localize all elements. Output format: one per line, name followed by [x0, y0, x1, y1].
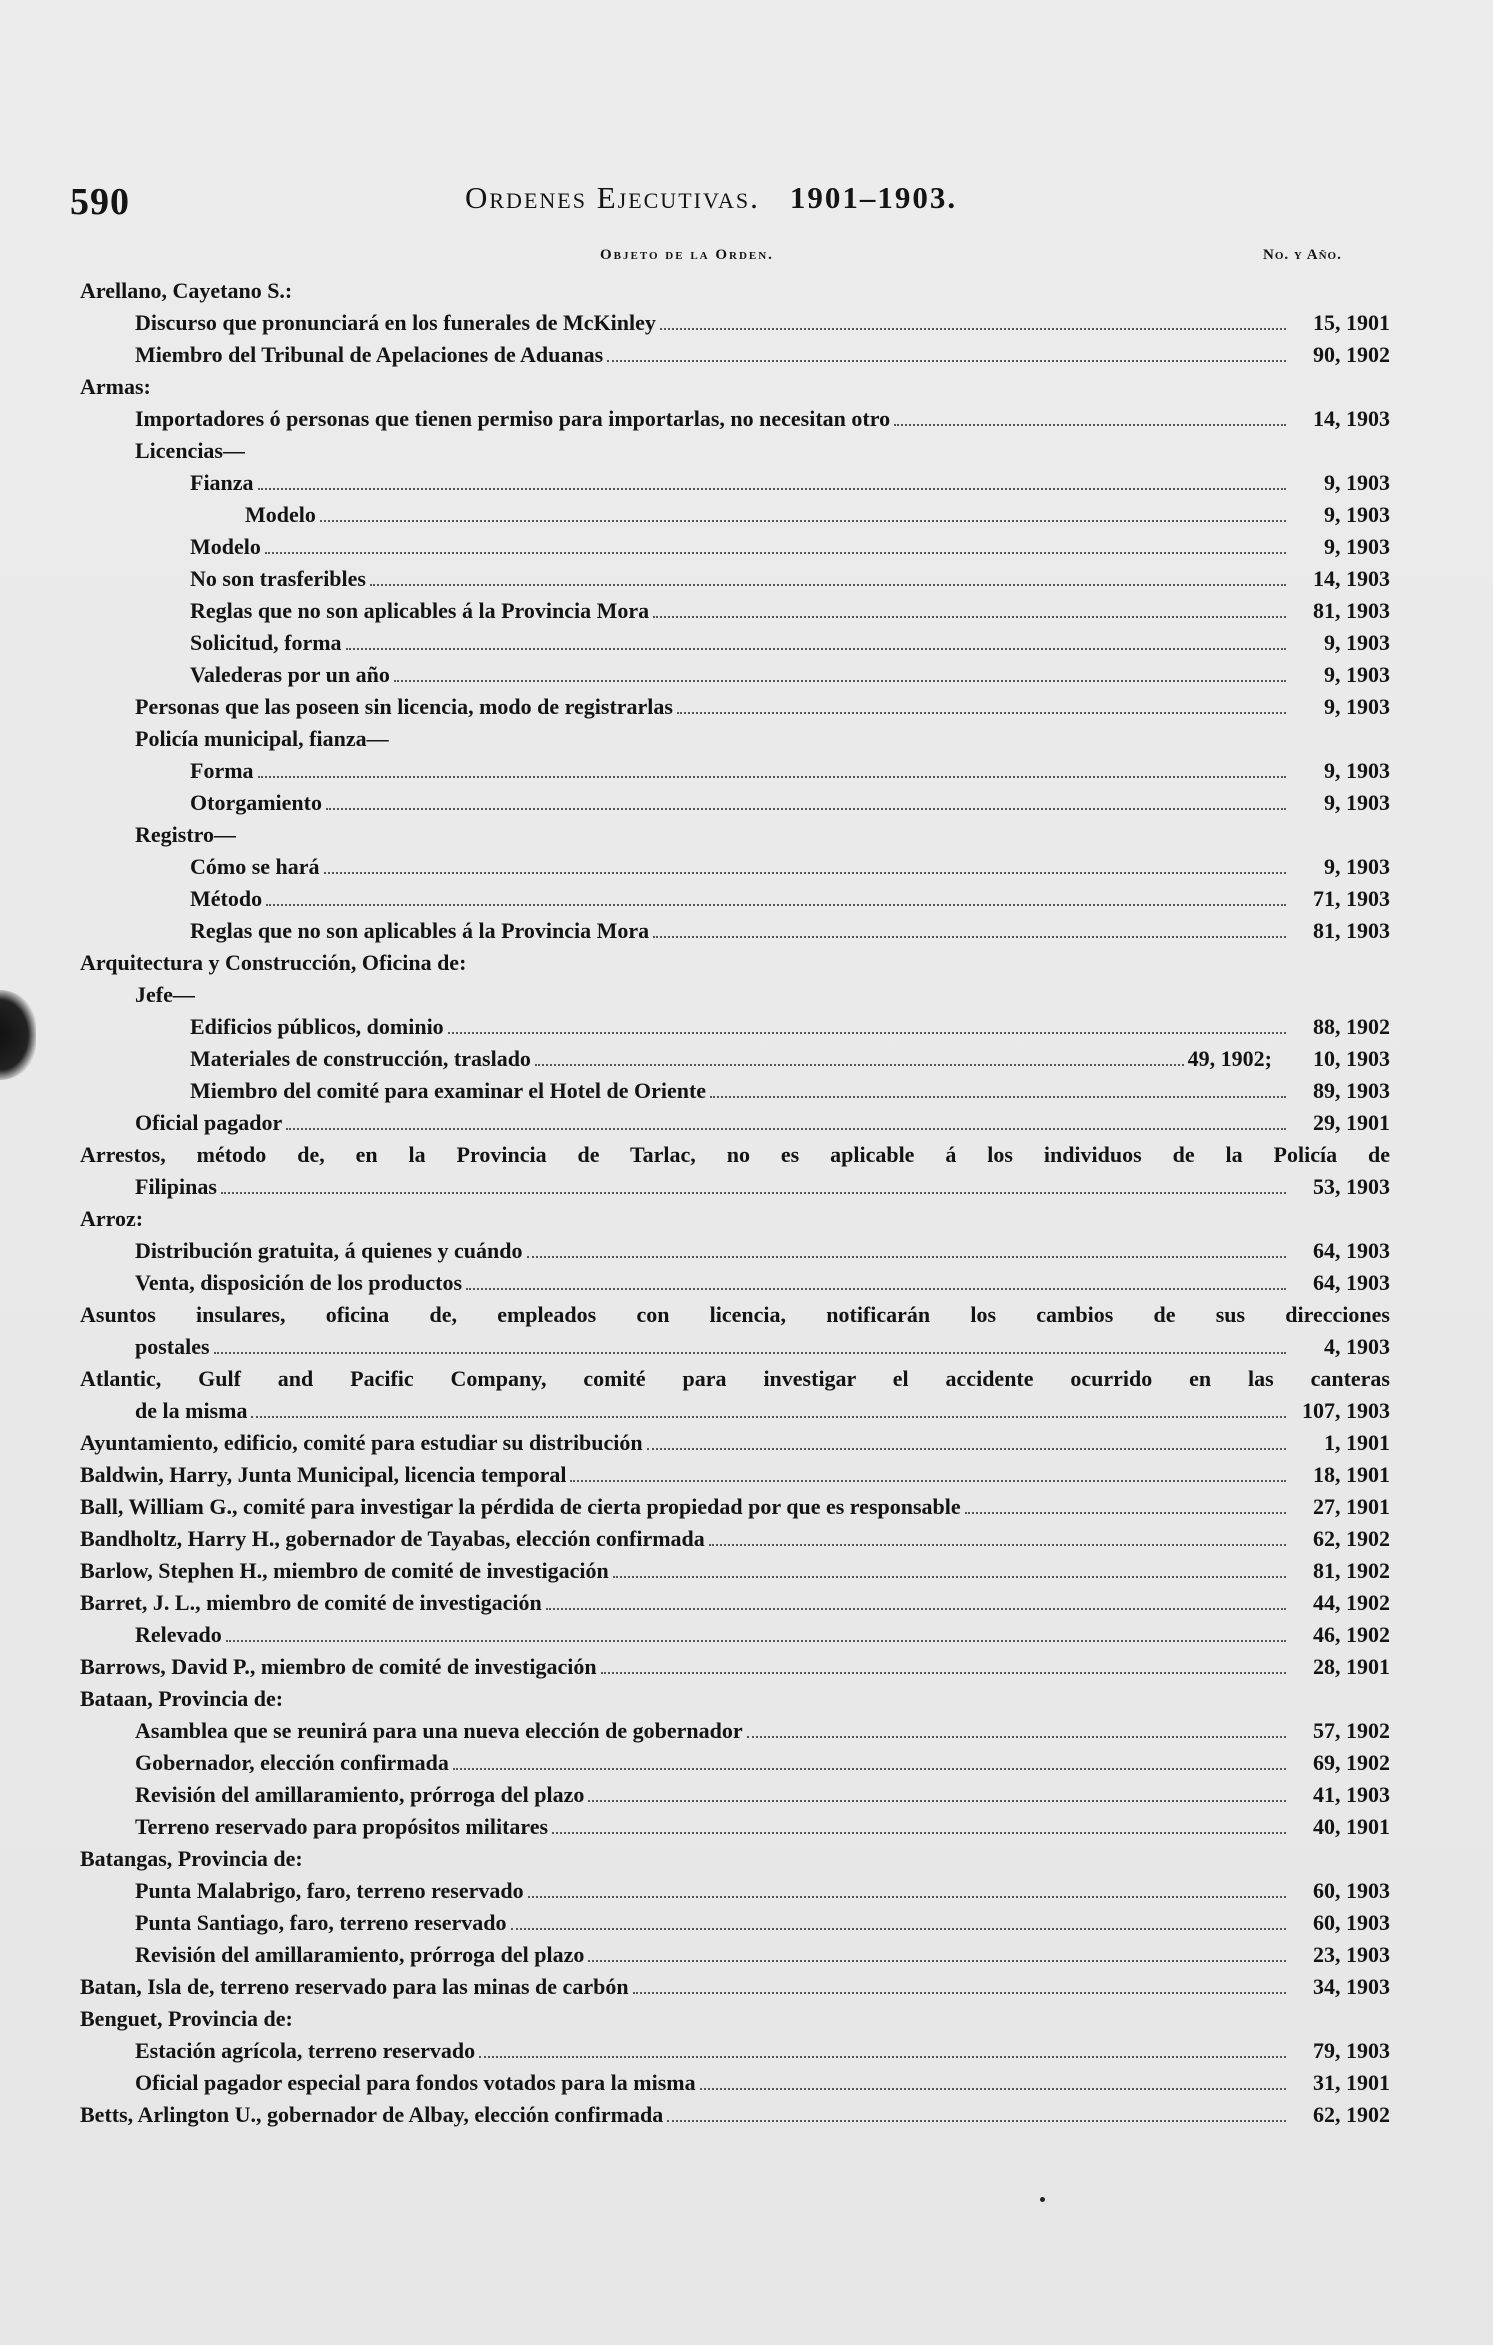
index-entry	[80, 1139, 1390, 1203]
index-entry	[80, 1587, 1390, 1619]
order-reference: 64, 1903	[1313, 1270, 1390, 1295]
index-entry	[80, 595, 1390, 627]
order-reference: 89, 1903	[1313, 1078, 1390, 1103]
entry-text: Forma	[190, 758, 254, 783]
entry-text: Reglas que no son aplicables á la Provincia Mora	[190, 598, 650, 623]
order-reference: 9, 1903	[1324, 662, 1390, 687]
index-entry	[80, 435, 1390, 467]
entry-text: Punta Santiago, faro, terreno reservado	[135, 1910, 507, 1935]
index-entry	[80, 467, 1390, 499]
document-title: Ordenes Ejecutivas.	[465, 180, 760, 215]
index-entry	[80, 1235, 1390, 1267]
order-reference: 62, 1902	[1313, 2102, 1390, 2127]
order-reference: 28, 1901	[1313, 1654, 1390, 1679]
dot-leader	[251, 1415, 1286, 1418]
index-entry	[80, 339, 1390, 371]
dot-leader	[511, 1927, 1286, 1930]
entry-text-continued: postales	[135, 1334, 210, 1359]
binding-shadow	[0, 990, 36, 1080]
dot-leader	[527, 1255, 1287, 1258]
entry-text: Asuntos insulares, oficina de, empleados con licencia, notificarán los cambios de sus direcciones	[80, 1302, 1390, 1327]
index-entry	[80, 1011, 1390, 1043]
entry-text: Valederas por un año	[190, 662, 390, 687]
page-number: 590	[70, 181, 130, 223]
index-entry	[80, 2067, 1390, 2099]
order-reference: 9, 1903	[1324, 470, 1390, 495]
order-reference: 88, 1902	[1313, 1014, 1390, 1039]
order-reference: 69, 1902	[1313, 1750, 1390, 1775]
entry-text: Solicitud, forma	[190, 630, 342, 655]
entry-text: Venta, disposición de los productos	[135, 1270, 463, 1295]
dot-leader	[677, 711, 1286, 714]
entry-text-continued: Filipinas	[135, 1174, 217, 1199]
entry-heading: Arquitectura y Construcción, Oficina de:	[80, 950, 467, 975]
entry-text: Modelo	[245, 502, 316, 527]
column-header-number-year: No. y Año.	[1263, 247, 1342, 263]
dot-leader	[346, 647, 1286, 650]
index-list	[80, 275, 1390, 2131]
index-entry	[80, 1459, 1390, 1491]
index-entry	[80, 1427, 1390, 1459]
entry-text: Reglas que no son aplicables á la Provincia Mora	[190, 918, 650, 943]
dot-leader	[710, 1095, 1286, 1098]
order-reference: 18, 1901	[1313, 1462, 1390, 1487]
index-entry	[80, 1811, 1390, 1843]
index-entry	[80, 1875, 1390, 1907]
entry-heading: Armas:	[80, 374, 151, 399]
dot-leader	[660, 327, 1286, 330]
dot-leader	[588, 1799, 1286, 1802]
index-entry	[80, 1267, 1390, 1299]
index-entry	[80, 2003, 1390, 2035]
entry-text: Punta Malabrigo, faro, terreno reservado	[135, 1878, 524, 1903]
dot-leader	[653, 935, 1286, 938]
dot-leader	[226, 1639, 1286, 1642]
order-reference: 53, 1903	[1313, 1174, 1390, 1199]
entry-text: Betts, Arlington U., gobernador de Albay, elección confirmada	[80, 2102, 664, 2127]
dot-leader	[613, 1575, 1286, 1578]
index-entry	[80, 1523, 1390, 1555]
entry-heading: Policía municipal, fianza—	[135, 726, 389, 751]
entry-heading: Arroz:	[80, 1206, 144, 1231]
dot-leader	[370, 583, 1286, 586]
order-reference: 107, 1903	[1302, 1398, 1390, 1423]
order-reference: 44, 1902	[1313, 1590, 1390, 1615]
order-reference: 46, 1902	[1313, 1622, 1390, 1647]
order-reference: 64, 1903	[1313, 1238, 1390, 1263]
order-reference: 14, 1903	[1313, 566, 1390, 591]
index-entry	[80, 371, 1390, 403]
index-entry	[80, 819, 1390, 851]
dot-leader	[667, 2119, 1286, 2122]
index-entry	[80, 1555, 1390, 1587]
entry-text: Ayuntamiento, edificio, comité para estudiar su distribución	[80, 1430, 643, 1455]
order-reference: 31, 1901	[1313, 2070, 1390, 2095]
index-entry	[80, 1939, 1390, 1971]
entry-text: Importadores ó personas que tienen permiso para importarlas, no necesitan otro	[135, 406, 891, 431]
order-reference: 9, 1903	[1324, 502, 1390, 527]
order-reference: 15, 1901	[1313, 310, 1390, 335]
dot-leader	[266, 903, 1286, 906]
entry-text: Relevado	[135, 1622, 222, 1647]
index-entry	[80, 1843, 1390, 1875]
index-entry	[80, 1747, 1390, 1779]
document-years: 1901–1903.	[789, 180, 958, 215]
order-reference: 41, 1903	[1313, 1782, 1390, 1807]
dot-leader	[258, 487, 1286, 490]
index-entry	[80, 1491, 1390, 1523]
order-reference: 9, 1903	[1324, 758, 1390, 783]
index-entry	[80, 1683, 1390, 1715]
index-entry	[80, 1715, 1390, 1747]
entry-heading: Benguet, Provincia de:	[80, 2006, 293, 2031]
entry-text: Estación agrícola, terreno reservado	[135, 2038, 476, 2063]
entry-text-continued: de la misma	[135, 1398, 248, 1423]
dot-leader	[894, 423, 1286, 426]
order-reference: 9, 1903	[1324, 630, 1390, 655]
dot-leader	[552, 1831, 1286, 1834]
dot-leader	[653, 615, 1286, 618]
dot-leader	[453, 1767, 1286, 1770]
order-reference: 9, 1903	[1324, 790, 1390, 815]
index-entry	[80, 1619, 1390, 1651]
entry-text: Distribución gratuita, á quienes y cuándo	[135, 1238, 523, 1263]
index-entry	[80, 915, 1390, 947]
order-reference: 40, 1901	[1313, 1814, 1390, 1839]
order-reference: 60, 1903	[1313, 1910, 1390, 1935]
entry-text: Revisión del amillaramiento, prórroga del plazo	[135, 1782, 585, 1807]
order-reference: 4, 1903	[1324, 1334, 1390, 1359]
index-entry	[80, 307, 1390, 339]
dot-leader	[394, 679, 1286, 682]
order-reference: 10, 1903	[1313, 1046, 1390, 1071]
entry-text: Gobernador, elección confirmada	[135, 1750, 449, 1775]
entry-text: Miembro del Tribunal de Apelaciones de Aduanas	[135, 342, 604, 367]
index-entry	[80, 2099, 1390, 2131]
entry-text: Materiales de construcción, traslado	[190, 1046, 531, 1071]
index-entry	[80, 1299, 1390, 1363]
entry-text: Terreno reservado para propósitos militares	[135, 1814, 549, 1839]
dot-leader	[466, 1287, 1286, 1290]
index-entry	[80, 691, 1390, 723]
dot-leader	[747, 1735, 1286, 1738]
entry-text: Barrows, David P., miembro de comité de investigación	[80, 1654, 597, 1679]
dot-leader	[700, 2087, 1286, 2090]
index-entry	[80, 531, 1390, 563]
order-reference: 60, 1903	[1313, 1878, 1390, 1903]
index-entry	[80, 1203, 1390, 1235]
entry-text: Miembro del comité para examinar el Hotel de Oriente	[190, 1078, 707, 1103]
index-entry	[80, 403, 1390, 435]
entry-heading: Licencias—	[135, 438, 245, 463]
order-reference: 81, 1902	[1313, 1558, 1390, 1583]
entry-text: Atlantic, Gulf and Pacific Company, comité para investigar el accidente ocurrido en las canteras	[80, 1366, 1390, 1391]
index-entry	[80, 2035, 1390, 2067]
index-entry	[80, 755, 1390, 787]
index-entry	[80, 787, 1390, 819]
dot-leader	[535, 1063, 1184, 1066]
entry-text: Batan, Isla de, terreno reservado para las minas de carbón	[80, 1974, 629, 1999]
entry-heading: Arellano, Cayetano S.:	[80, 278, 293, 303]
dot-leader	[286, 1127, 1286, 1130]
entry-text: Cómo se hará	[190, 854, 320, 879]
index-entry	[80, 659, 1390, 691]
running-title	[465, 180, 957, 216]
entry-heading: Jefe—	[135, 982, 195, 1007]
index-entry	[80, 723, 1390, 755]
dot-leader	[570, 1479, 1286, 1482]
entry-heading: Registro—	[135, 822, 237, 847]
entry-text: Arrestos, método de, en la Provincia de Tarlac, no es aplicable á los individuos de la Policía de	[80, 1142, 1390, 1167]
index-entry	[80, 1363, 1390, 1427]
paper-speck	[1040, 2197, 1045, 2202]
dot-leader	[320, 519, 1286, 522]
entry-text: Bandholtz, Harry H., gobernador de Tayabas, elección confirmada	[80, 1526, 705, 1551]
dot-leader	[528, 1895, 1286, 1898]
dot-leader	[326, 807, 1286, 810]
index-entry	[80, 979, 1390, 1011]
entry-text: Modelo	[190, 534, 261, 559]
order-reference: 29, 1901	[1313, 1110, 1390, 1135]
entry-text: Barlow, Stephen H., miembro de comité de investigación	[80, 1558, 609, 1583]
index-entry	[80, 563, 1390, 595]
dot-leader	[221, 1191, 1286, 1194]
order-reference: 79, 1903	[1313, 2038, 1390, 2063]
index-entry	[80, 1779, 1390, 1811]
index-entry	[80, 1075, 1390, 1107]
dot-leader	[479, 2055, 1286, 2058]
entry-text: Discurso que pronunciará en los funerales de McKinley	[135, 310, 656, 335]
order-reference: 23, 1903	[1313, 1942, 1390, 1967]
order-reference: 34, 1903	[1313, 1974, 1390, 1999]
index-entry	[80, 275, 1390, 307]
entry-text: Método	[190, 886, 263, 911]
order-reference: 14, 1903	[1313, 406, 1390, 431]
dot-leader	[448, 1031, 1286, 1034]
dot-leader	[546, 1607, 1286, 1610]
order-reference: 27, 1901	[1313, 1494, 1390, 1519]
dot-leader	[607, 359, 1286, 362]
entry-heading: Bataan, Provincia de:	[80, 1686, 284, 1711]
dot-leader	[633, 1991, 1286, 1994]
order-reference-extra: 49, 1902;	[1187, 1046, 1272, 1071]
index-entry	[80, 1907, 1390, 1939]
dot-leader	[601, 1671, 1286, 1674]
index-entry	[80, 851, 1390, 883]
dot-leader	[214, 1351, 1286, 1354]
entry-text: Asamblea que se reunirá para una nueva elección de gobernador	[135, 1718, 743, 1743]
dot-leader	[265, 551, 1286, 554]
entry-text: Edificios públicos, dominio	[190, 1014, 444, 1039]
order-reference: 9, 1903	[1324, 534, 1390, 559]
entry-text: Oficial pagador	[135, 1110, 283, 1135]
index-entry	[80, 1651, 1390, 1683]
index-entry	[80, 1043, 1390, 1075]
order-reference: 81, 1903	[1313, 918, 1390, 943]
order-reference: 9, 1903	[1324, 694, 1390, 719]
order-reference: 90, 1902	[1313, 342, 1390, 367]
order-reference: 81, 1903	[1313, 598, 1390, 623]
dot-leader	[965, 1511, 1286, 1514]
order-reference: 71, 1903	[1313, 886, 1390, 911]
dot-leader	[588, 1959, 1286, 1962]
entry-text: Fianza	[190, 470, 254, 495]
index-entry	[80, 883, 1390, 915]
index-entry	[80, 947, 1390, 979]
order-reference: 1, 1901	[1324, 1430, 1390, 1455]
entry-text: Personas que las poseen sin licencia, modo de registrarlas	[135, 694, 673, 719]
dot-leader	[647, 1447, 1286, 1450]
entry-text: Otorgamiento	[190, 790, 322, 815]
order-reference: 62, 1902	[1313, 1526, 1390, 1551]
entry-text: Revisión del amillaramiento, prórroga del plazo	[135, 1942, 585, 1967]
entry-text: No son trasferibles	[190, 566, 366, 591]
dot-leader	[709, 1543, 1286, 1546]
dot-leader	[324, 871, 1286, 874]
index-entry	[80, 499, 1390, 531]
entry-heading: Batangas, Provincia de:	[80, 1846, 303, 1871]
order-reference: 9, 1903	[1324, 854, 1390, 879]
entry-text: Barret, J. L., miembro de comité de investigación	[80, 1590, 542, 1615]
column-header-subject: Objeto de la Orden.	[600, 247, 774, 263]
index-entry	[80, 1107, 1390, 1139]
entry-text: Oficial pagador especial para fondos votados para la misma	[135, 2070, 696, 2095]
index-entry	[80, 627, 1390, 659]
entry-text: Baldwin, Harry, Junta Municipal, licencia temporal	[80, 1462, 567, 1487]
entry-text: Ball, William G., comité para investigar la pérdida de cierta propiedad por que es responsable	[80, 1494, 961, 1519]
order-reference: 57, 1902	[1313, 1718, 1390, 1743]
dot-leader	[258, 775, 1286, 778]
index-entry	[80, 1971, 1390, 2003]
